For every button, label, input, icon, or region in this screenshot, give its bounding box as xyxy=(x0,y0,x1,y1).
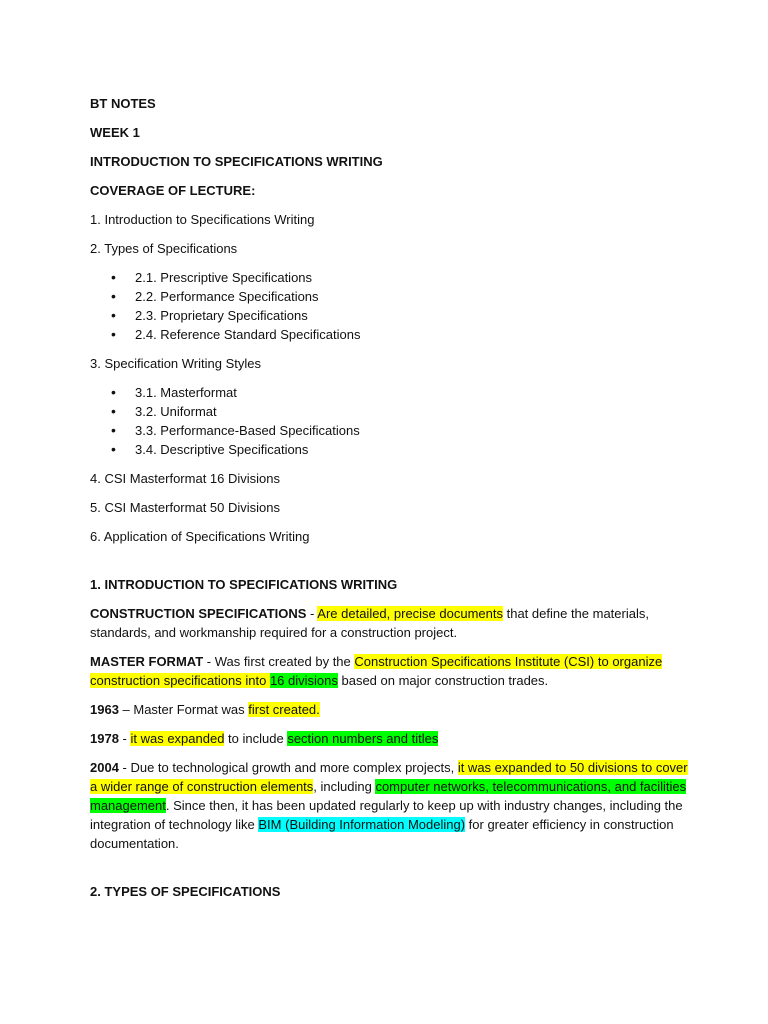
highlight-green: 16 divisions xyxy=(269,673,338,688)
outline-item-2-sublist xyxy=(90,268,690,344)
outline-item-3-sublist xyxy=(90,383,690,459)
section-2-heading: 2. TYPES OF SPECIFICATIONS xyxy=(90,884,281,899)
year-label: 2004 xyxy=(90,760,119,775)
highlight-green: section numbers and titles xyxy=(287,731,439,746)
spacer xyxy=(90,556,690,575)
highlight-cyan: BIM (Building Information Modeling) xyxy=(258,817,466,832)
year-1963-paragraph xyxy=(90,700,690,719)
text-run: - Due to technological growth and more complex projects, xyxy=(118,760,458,775)
doc-title: INTRODUCTION TO SPECIFICATIONS WRITING xyxy=(90,154,383,169)
list-item: • 3.1. Masterformat xyxy=(135,383,690,402)
text-run: . Since then, it has been updated regularly to keep up with industry changes, including the integration of technology like xyxy=(90,798,683,832)
list-item: • 2.4. Reference Standard Specifications xyxy=(135,325,690,344)
year-1978-paragraph xyxy=(90,729,690,748)
coverage-heading: COVERAGE OF LECTURE: xyxy=(90,183,256,198)
master-format-paragraph xyxy=(90,652,690,690)
highlight-yellow: it was expanded xyxy=(130,731,225,746)
highlight-green: computer networks, telecommunications, and facilities management xyxy=(90,779,687,813)
outline-item-5: 5. CSI Masterformat 50 Divisions xyxy=(90,500,281,515)
outline-item-2: 2. Types of Specifications xyxy=(90,241,238,256)
year-2004-paragraph xyxy=(90,758,690,853)
section-1-heading: 1. INTRODUCTION TO SPECIFICATIONS WRITING xyxy=(90,577,398,592)
text-run: - xyxy=(118,731,131,746)
text-run: , including xyxy=(313,779,376,794)
document-body xyxy=(90,94,690,911)
year-label: 1963 xyxy=(90,702,119,717)
list-item: • 3.2. Uniformat xyxy=(135,402,690,421)
highlight-yellow: it was expanded to 50 divisions to cover a wider range of construction elements xyxy=(90,760,688,794)
text-run: for greater efficiency in construction documentation. xyxy=(90,817,674,851)
highlight-yellow: first created. xyxy=(248,702,320,717)
highlight-yellow: Are detailed, precise documents xyxy=(317,606,503,621)
text-run: that define the materials, standards, and workmanship required for a construction project. xyxy=(90,606,649,640)
doc-label-week: WEEK 1 xyxy=(90,125,140,140)
list-item: • 3.4. Descriptive Specifications xyxy=(135,440,690,459)
list-item: • 2.1. Prescriptive Specifications xyxy=(135,268,690,287)
outline-item-1: 1. Introduction to Specifications Writing xyxy=(90,212,315,227)
text-run: - xyxy=(306,606,318,621)
text-run: - Was first created by the xyxy=(203,654,355,669)
spacer xyxy=(90,863,690,882)
text-run: to include xyxy=(224,731,288,746)
year-label: 1978 xyxy=(90,731,119,746)
text-run: based on major construction trades. xyxy=(337,673,549,688)
construction-specifications-paragraph xyxy=(90,604,690,642)
outline-item-6: 6. Application of Specifications Writing xyxy=(90,529,310,544)
term-label: CONSTRUCTION SPECIFICATIONS xyxy=(90,606,307,621)
text-run: – Master Format was xyxy=(118,702,249,717)
highlight-yellow: Construction Specifications Institute (CSI) to organize construction specifications into xyxy=(90,654,663,688)
term-label: MASTER FORMAT xyxy=(90,654,204,669)
doc-label-notes: BT NOTES xyxy=(90,96,156,111)
list-item: • 2.2. Performance Specifications xyxy=(135,287,690,306)
outline-item-4: 4. CSI Masterformat 16 Divisions xyxy=(90,471,281,486)
list-item: • 2.3. Proprietary Specifications xyxy=(135,306,690,325)
outline-item-3: 3. Specification Writing Styles xyxy=(90,356,261,371)
list-item: • 3.3. Performance-Based Specifications xyxy=(135,421,690,440)
